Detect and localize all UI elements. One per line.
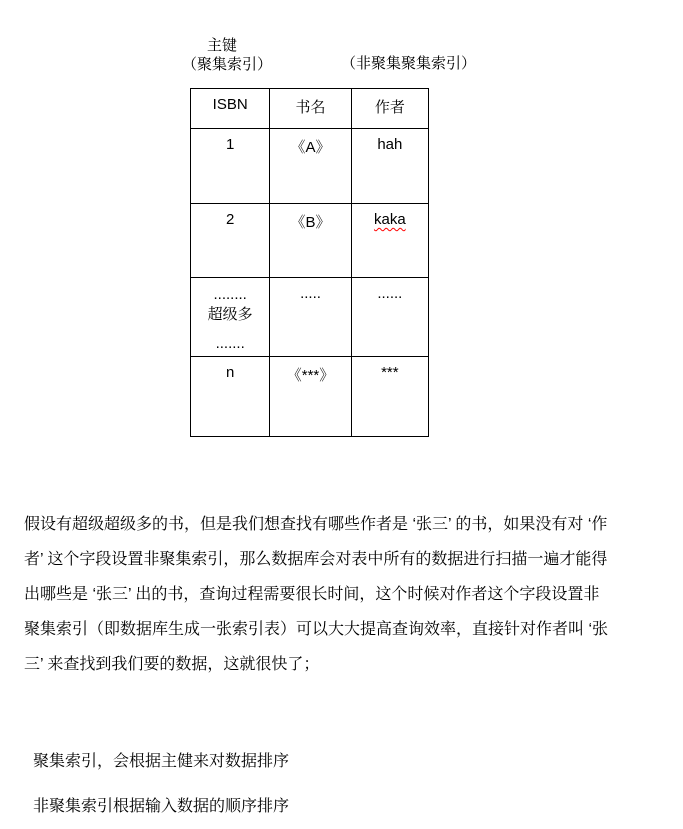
table-row [191,129,429,204]
nonclustered-index-label: （非聚集聚集索引） [341,55,477,72]
cell-book: 《A》 [270,129,351,204]
text-line: 者’ 这个字段设置非聚集索引，那么数据库会对表中所有的数据进行扫描一遍才能得 [24,551,608,568]
cell-author: hah [351,129,428,204]
text-line: 聚集索引（即数据库生成一张索引表）可以大大提高查询效率，直接针对作者叫 ‘张 [24,621,609,638]
table-header-row [191,89,429,129]
table-row [191,204,429,278]
table-row [191,357,429,437]
dots-line: ........ [213,286,247,303]
cell-book: 《***》 [270,357,351,437]
cell-isbn: 1 [191,129,270,204]
table-row [191,278,429,357]
primary-key-label: 主键 [207,37,238,54]
paragraph-index-explanation [24,507,608,682]
cell-isbn: 2 [191,204,270,278]
column-header-author: 作者 [351,89,428,129]
misspelled-word: kaka [373,211,406,228]
cell-isbn-many [191,278,270,357]
cell-author: *** [351,357,428,437]
cell-author [351,204,428,278]
column-header-book: 书名 [270,89,351,129]
text-line: 三’ 来查找到我们要的数据，这就很快了； [24,656,320,673]
dots-line: ....... [215,335,245,352]
books-table [190,88,429,437]
cell-isbn: n [191,357,270,437]
column-header-isbn: ISBN [191,89,270,129]
clustered-index-label: （聚集索引） [182,56,273,73]
text-line: 出哪些是 ‘张三’ 出的书，查询过程需要很长时间，这个时候对作者这个字段设置非 [24,586,600,603]
cell-book: ..... [270,278,351,357]
many-books-label: 超级多 [207,306,253,323]
cell-author: ...... [351,278,428,357]
paragraph-clustered-sort: 聚集索引，会根据主健来对数据排序 [33,753,290,770]
paragraph-nonclustered-sort: 非聚集索引根据输入数据的顺序排序 [33,798,290,815]
cell-book: 《B》 [270,204,351,278]
text-line: 假设有超级超级多的书，但是我们想查找有哪些作者是 ‘张三’ 的书，如果没有对 ‘作 [24,516,608,533]
